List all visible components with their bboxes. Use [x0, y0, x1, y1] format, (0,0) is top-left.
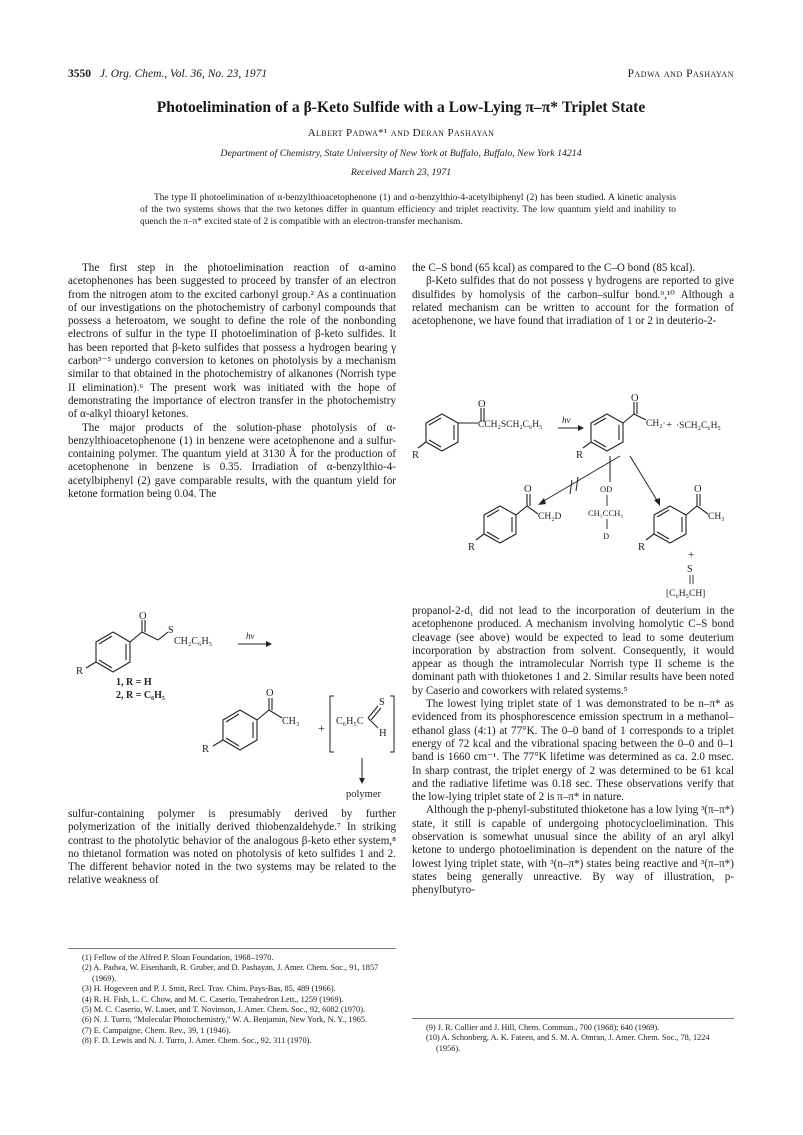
footnote: (7) E. Campaigne, Chem. Rev., 39, 1 (1946). [82, 1025, 231, 1035]
starting-ketone-structure [86, 620, 168, 672]
sulfur-label: S [168, 625, 174, 636]
paragraph: β-Keto sulfides that do not possess γ hydrogens are reported to give disulfides by homolysis of the carbon–sulfur bond.⁹,¹⁰ Although a related mechanism can be written to account for the formation of acetophenone, we have found that irradiation of 1 or 2 in deuterio-2- [412, 275, 734, 328]
left-column-bottom [68, 808, 396, 888]
p1-carbonyl-o: O [524, 484, 532, 495]
plus-sign: + [318, 721, 325, 735]
footnote: (5) M. C. Caserio, W. Lauer, and T. Novinson, J. Amer. Chem. Soc., 92, 6082 (1970). [82, 1005, 366, 1015]
carbonyl-o: O [139, 611, 147, 622]
footnote: (8) F. D. Lewis and N. J. Turro, J. Amer. Chem. Soc., 92, 311 (1970). [82, 1036, 312, 1046]
p2-carbonyl-o: O [694, 484, 702, 495]
paragraph: the C–S bond (65 kcal) as compared to the C–O bond (85 kcal). [412, 262, 696, 274]
isopropanol-label: CH₃CCH₃ [588, 508, 624, 518]
p2-r: R [638, 542, 646, 553]
compound-2-label: 2, R = C₆H₅ [116, 690, 165, 701]
reaction-scheme-right [412, 393, 734, 605]
int-carbonyl-o: O [631, 393, 639, 404]
deuterated-product-structure [476, 494, 538, 543]
sm-carbonyl-o: O [478, 399, 486, 410]
hv-label-right: hν [562, 415, 571, 425]
thiobenzaldehyde-label: [C₆H₅CH] [666, 589, 706, 599]
abstract: The type II photoelimination of α-benzylthioacetophenone (1) and α-benzylthio-4-acetylbiphenyl (2) has been studied. A kinetic analysis of the two systems shows that the two ketones differ in quantum efficiency and triplet reactivity. The low quantum yield and inability to quench the π–π* excited state of 2 is compatible with an electron-transfer mechanism. [140, 193, 676, 227]
int-ch2-radical: CH₂· [646, 419, 666, 429]
right-column-bottom [412, 605, 734, 898]
paragraph: Although the p-phenyl-substituted thioketone has a low lying ³(π–π*) state, it still is capable of undergoing photocycloelimination. This observation is somewhat unusual since the ability of an aryl alkyl ketone to undergo photoelimination is dependent on the nature of the lowest lying triplet state, with ³(n–π*) states being reactive and ³(π–π*) states being generally unreactive. By way of illustration, p-phenylbutyro- [412, 804, 734, 897]
footnote: (9) J. R. Collier and J. Hill, Chem. Commun., 700 (1968); 640 (1969). [426, 1023, 660, 1032]
received-date: Received March 23, 1971 [350, 167, 452, 178]
footnote: (1) Fellow of the Alfred P. Sloan Foundation, 1968–1970. [82, 953, 274, 962]
footnote: (6) N. J. Turro, "Molecular Photochemistry," W. A. Benjamin, New York, N. Y., 1965. [82, 1015, 368, 1025]
sm-r: R [412, 450, 420, 461]
reaction-scheme-left [68, 612, 398, 807]
benzyl-label: CH₂C₆H₅ [174, 636, 213, 647]
footnotes-left [68, 948, 396, 1047]
footnote: (10) A. Schonberg, A. K. Fateen, and S. M. A. Omran, J. Amer. Chem. Soc., 78, 1224 (1956). [426, 1033, 710, 1053]
product-r-label: R [202, 744, 210, 755]
aldehyde-h: H [379, 728, 387, 739]
article-title: Photoelimination of a β-Keto Sulfide with a Low-Lying π–π* Triplet State [156, 99, 646, 116]
acetophenone-structure-right [646, 494, 708, 543]
scheme-right-svg [412, 393, 734, 600]
hv-label: hν [246, 631, 255, 641]
phenyl-c: C₆H₅C [336, 716, 364, 727]
acetophenone-product-structure [213, 698, 282, 750]
d-label: D [603, 531, 610, 541]
scheme-left-svg [68, 612, 398, 802]
paragraph: propanol-2-d₁ did not lead to the incorporation of deuterium in the acetophenone produced. A mechanism involving homolytic C–S bond cleavage (see above) would be expected to lead to some deuterium incorporation by abstraction from solvent. Consequently, it would appear as though the intramolecular Norrish type II scheme is the dominant path with thioketones 1 and 2. Similar results have been noted by Caserio and coworkers with related systems.⁵ [412, 605, 734, 697]
p1-r: R [468, 542, 476, 553]
product-carbonyl-o: O [266, 688, 274, 699]
compound-1-label: 1, R = H [116, 677, 152, 688]
p1-ch2d: CH₂D [538, 512, 562, 522]
p2-plus: + [688, 549, 695, 561]
footnote: (3) H. Hogeveen and P. J. Smit, Recl. Trav. Chim. Pays-Bas, 85, 489 (1966). [82, 984, 336, 994]
paragraph: The lowest lying triplet state of 1 was demonstrated to be n–π* as evidenced from its phosphorescence emission spectrum in a methanol–ethanol glass (4:1) at 77°K. The 0–0 band of 1 corresponds to a triplet energy of 72 kcal and the vibrational spacing between the 0–0 and 0–1 band is 1660 cm⁻¹. The 77°K lifetime was determined as ca. 2.0 msec. In sharp contrast, the triplet energy of 2 was determined to be 61 kcal and the radiative lifetime was 0.18 sec. These observations verify that the low-lying triplet state of 2 is π–π* in nature. [412, 698, 734, 804]
thione-s: S [379, 697, 385, 708]
product-methyl: CH₃ [282, 716, 300, 727]
right-column-top [412, 262, 734, 328]
left-column-top [68, 262, 396, 501]
article-authors: Albert Padwa*¹ and Deran Pashayan [307, 127, 495, 139]
paragraph: The first step in the photoelimination reaction of α-amino acetophenones has been suggested to proceed by transfer of an electron from the nitrogen atom to the excited carbonyl group.² As a continuation of our investigations on the photochemistry of carbonyl compounds that possess a heteroatom, we sought to define the role of the nonbonding electrons of sulfur in the type II photoelimination of β-keto sulfides. It has been reported that β-keto sulfides that possess a hydrogen bearing γ carbon³⁻⁵ undergo conversion to ketones on photolysis by a mechanism similar to that obtained in the photochemistry of alkanones (Norrish type II elimination).⁶ The present work was initiated with the hope of demonstrating the importance of electron transfer in the photochemistry of α-alkyl thioaryl ketones. [68, 262, 396, 421]
footnote: (4) R. H. Fish, L. C. Chow, and M. C. Caserio, Tetrahedron Lett., 1259 (1969). [82, 994, 344, 1004]
od-label: OD [600, 484, 613, 494]
footnote: (2) A. Padwa, W. Eisenhardt, R. Gruber, and D. Pashayan, J. Amer. Chem. Soc., 91, 1857 (1969). [82, 963, 379, 983]
author-affiliation: Department of Chemistry, State University of New York at Buffalo, Buffalo, New York 14214 [220, 148, 582, 159]
intermediate-structure [583, 402, 646, 451]
running-head-left [68, 68, 267, 80]
paragraph: sulfur-containing polymer is presumably derived by further polymerization of the initially derived thiobenzaldehyde.⁷ In striking contrast to the photolytic behavior of the analogous β-keto ether system,⁸ no thietanol formation was noted on photolysis of keto sulfides 1 and 2. The different behavior noted in the two systems may be related to the relative weakness of [68, 808, 396, 887]
p2-methyl: CH₃ [708, 512, 725, 522]
int-plus: + [666, 419, 673, 431]
thione-s-right: S [687, 564, 693, 575]
page-number: 3550 [68, 68, 91, 80]
int-r: R [576, 450, 584, 461]
r-label: R [76, 666, 84, 677]
polymer-label: polymer [346, 789, 381, 800]
thiyl-radical: ·SCH₂C₆H₅ [676, 421, 721, 431]
journal-citation: J. Org. Chem., Vol. 36, No. 23, 1971 [99, 68, 268, 80]
sm-chain: CCH₂SCH₂C₆H₅ [478, 420, 543, 430]
paragraph: The major products of the solution-phase photolysis of α-benzylthioacetophenone (1) in benzene were acetophenone and a sulfur-containing polymer. The quantum yield at 3130 Å for the production of acetophenone in benzene is 0.35. Irradiation of α-benzylthio-4-acetylbiphenyl (2) gave comparable results, with the quantum yield for ketone formation being 0.04. The [68, 421, 396, 501]
running-head-authors: Padwa and Pashayan [627, 68, 734, 80]
footnotes-right [412, 1018, 734, 1054]
starting-sulfide-structure [418, 408, 484, 451]
